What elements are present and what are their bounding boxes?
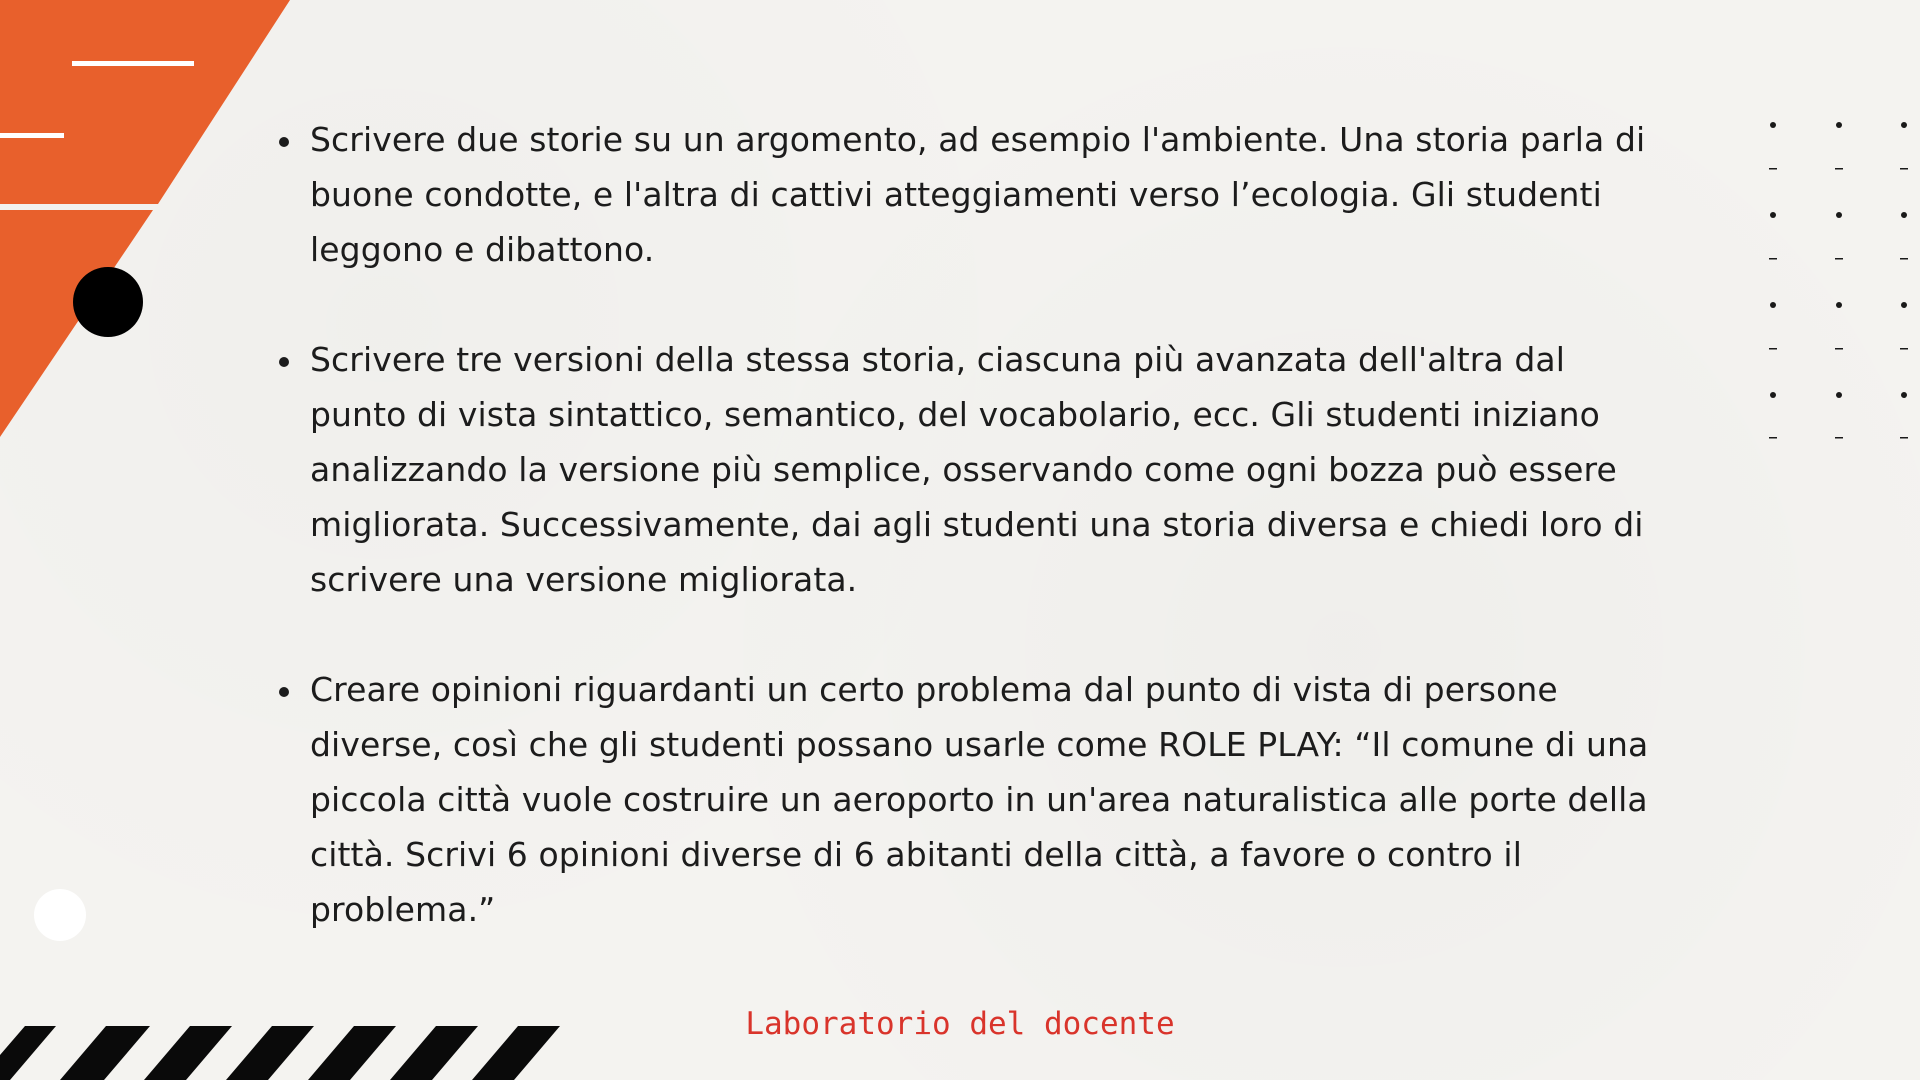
white-circle — [34, 889, 86, 941]
bullet-item-3: Creare opinioni riguardanti un certo problema dal punto di vista di persone diverse, così che gli studenti possano usarle come ROLE PLAY: “Il comune di una piccola città vuole costruire un aeroporto in un'area naturalistica alle porte della città. Scrivi 6 opinioni diverse di 6 abitanti della città, a favore o contro il problema.” — [310, 662, 1670, 937]
bullet-item-1: Scrivere due storie su un argomento, ad esempio l'ambiente. Una storia parla di buone condotte, e l'altra di cattivi atteggiamenti verso l’ecologia. Gli studenti leggono e dibattono. — [310, 112, 1670, 277]
white-line-2 — [0, 133, 64, 138]
bullet-list — [270, 112, 1670, 937]
orange-shape-top — [0, 0, 290, 204]
white-line-1 — [72, 61, 194, 66]
main-content — [270, 112, 1670, 992]
black-circle — [73, 267, 143, 337]
dots-grid — [1762, 110, 1920, 450]
footer-label: Laboratorio del docente — [745, 1006, 1175, 1042]
bullet-item-2: Scrivere tre versioni della stessa storia, ciascuna più avanzata dell'altra dal punto di vista sintattico, semantico, del vocabolario, ecc. Gli studenti iniziano analizzando la versione più semplice, osservando come ogni bozza può essere migliorata. Successivamente, dai agli studenti una storia diversa e chiedi loro di scrivere una versione migliorata. — [310, 332, 1670, 607]
